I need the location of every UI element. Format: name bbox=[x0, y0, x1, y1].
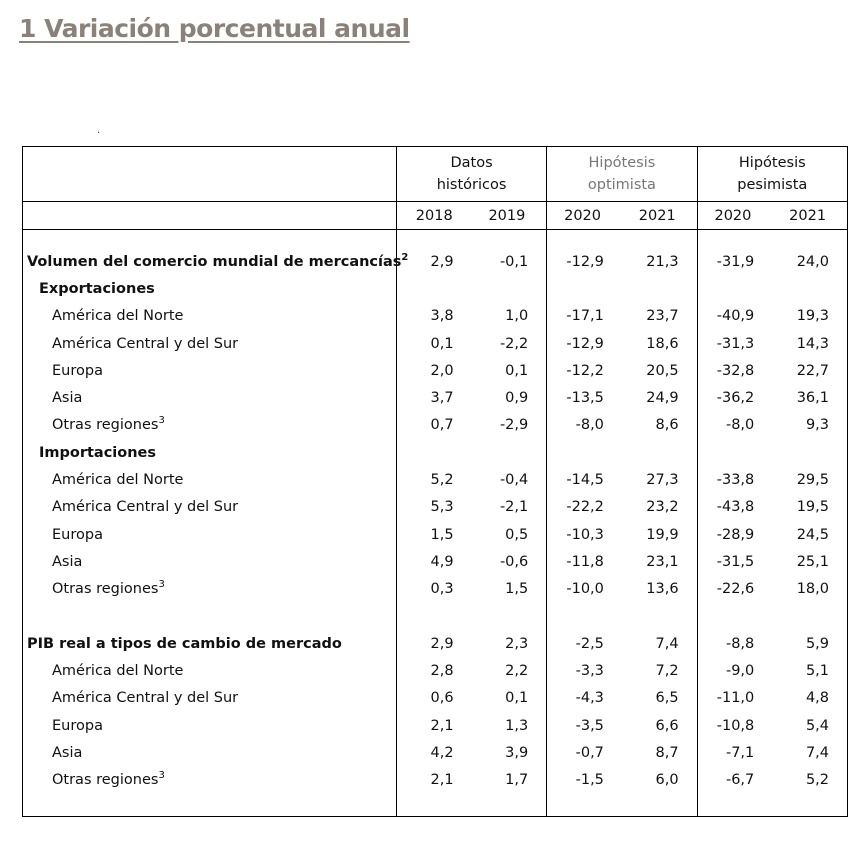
cell-value: -6,7 bbox=[697, 767, 772, 794]
cell-value bbox=[472, 439, 547, 466]
cell-value: 0,3 bbox=[396, 576, 471, 603]
cell-value: -0,1 bbox=[499, 253, 529, 270]
table-row bbox=[23, 712, 848, 739]
cell-value: -12,9 bbox=[547, 248, 622, 275]
cell-value: -9,0 bbox=[697, 657, 772, 684]
cell-value: -8,8 bbox=[697, 630, 772, 657]
table-row bbox=[23, 412, 848, 439]
row-label-text: América Central y del Sur bbox=[52, 499, 239, 516]
cell-value: 23,1 bbox=[646, 553, 679, 570]
cell-value: -43,8 bbox=[697, 494, 772, 521]
cell-value: -8,0 bbox=[547, 412, 622, 439]
cell-value: 3,7 bbox=[396, 384, 471, 411]
row-label-text: Importaciones bbox=[39, 444, 157, 461]
table-row bbox=[23, 494, 848, 521]
cell-value: 27,3 bbox=[646, 472, 679, 489]
cell-value: 3,8 bbox=[396, 303, 471, 330]
row-label-text: América Central y del Sur bbox=[52, 690, 239, 707]
cell-value: -10,0 bbox=[547, 576, 622, 603]
cell-value: 23,7 bbox=[646, 308, 679, 325]
cell-value: 4,8 bbox=[805, 690, 829, 707]
row-label bbox=[23, 275, 397, 302]
cell-value: 2,9 bbox=[396, 630, 471, 657]
cell-value bbox=[772, 439, 847, 466]
group-header-line1: Hipótesis bbox=[738, 155, 806, 171]
cell-value: 0,7 bbox=[396, 412, 471, 439]
cell-value: -22,6 bbox=[697, 576, 772, 603]
table-row bbox=[23, 303, 848, 330]
row-label bbox=[23, 685, 397, 712]
row-label bbox=[23, 548, 397, 575]
cell-value: -17,1 bbox=[547, 303, 622, 330]
cell-value: -10,3 bbox=[547, 521, 622, 548]
cell-value: 9,3 bbox=[805, 417, 829, 434]
cell-value bbox=[472, 603, 547, 630]
year-header: 2021 bbox=[772, 202, 847, 230]
row-label-text: Exportaciones bbox=[39, 280, 155, 297]
cell-value: 7,4 bbox=[805, 744, 829, 761]
cell-value bbox=[622, 439, 697, 466]
cell-value: 5,9 bbox=[805, 635, 829, 652]
cell-value: -31,3 bbox=[697, 330, 772, 357]
cell-value: 19,9 bbox=[646, 526, 679, 543]
cell-value: 5,1 bbox=[805, 663, 829, 680]
cell-value: 0,1 bbox=[396, 330, 471, 357]
row-label-text: Otras regiones bbox=[52, 581, 159, 598]
table-row bbox=[23, 548, 848, 575]
group-header-row bbox=[23, 147, 848, 202]
cell-value bbox=[547, 439, 622, 466]
cell-value: -4,3 bbox=[547, 685, 622, 712]
cell-value: -2,1 bbox=[499, 499, 529, 516]
cell-value: 3,9 bbox=[505, 744, 529, 761]
cell-value: 4,2 bbox=[396, 739, 471, 766]
cell-value: 18,6 bbox=[646, 335, 679, 352]
cell-value: 5,4 bbox=[805, 717, 829, 734]
table-row bbox=[23, 576, 848, 603]
cell-value: 2,1 bbox=[396, 767, 471, 794]
table-row bbox=[23, 275, 848, 302]
row-label bbox=[23, 303, 397, 330]
row-label-text: Asia bbox=[52, 744, 83, 761]
row-label bbox=[23, 494, 397, 521]
table-row bbox=[23, 384, 848, 411]
row-label-text: América Central y del Sur bbox=[52, 335, 239, 352]
cell-value: 2,3 bbox=[505, 635, 529, 652]
row-label-text: Europa bbox=[52, 717, 103, 734]
cell-value: -32,8 bbox=[697, 357, 772, 384]
cell-value: -11,8 bbox=[547, 548, 622, 575]
spacer-row bbox=[23, 794, 848, 817]
cell-value: 24,9 bbox=[646, 390, 679, 407]
cell-value: -2,9 bbox=[499, 417, 529, 434]
group-header-line1: Datos bbox=[450, 155, 493, 171]
cell-value: 21,3 bbox=[646, 253, 679, 270]
table-row bbox=[23, 248, 848, 275]
spacer-row bbox=[23, 230, 848, 249]
cell-value: 19,5 bbox=[796, 499, 829, 516]
footnote-marker: 3 bbox=[158, 770, 165, 782]
cell-value: 0,9 bbox=[505, 390, 529, 407]
cell-value bbox=[396, 275, 471, 302]
row-label-text: América del Norte bbox=[52, 308, 184, 325]
cell-value: 7,4 bbox=[655, 635, 679, 652]
cell-value: 8,6 bbox=[655, 417, 679, 434]
data-table bbox=[22, 146, 848, 817]
cell-value: 1,7 bbox=[505, 772, 529, 789]
cell-value: 2,1 bbox=[396, 712, 471, 739]
cell-value: 0,1 bbox=[505, 690, 529, 707]
group-header-line2: pesimista bbox=[737, 177, 808, 193]
row-label bbox=[23, 248, 409, 275]
cell-value: 8,7 bbox=[655, 744, 679, 761]
cell-value: 18,0 bbox=[796, 581, 829, 598]
footnote-marker: 3 bbox=[158, 415, 165, 427]
cell-value bbox=[396, 439, 471, 466]
cell-value: 6,5 bbox=[655, 690, 679, 707]
footnote-marker: 2 bbox=[401, 251, 409, 263]
cell-value: 0,6 bbox=[396, 685, 471, 712]
row-label bbox=[23, 466, 397, 493]
cell-value: -12,9 bbox=[547, 330, 622, 357]
table-row bbox=[23, 521, 848, 548]
cell-value: 19,3 bbox=[796, 308, 829, 325]
table-row bbox=[23, 767, 848, 794]
cell-value: -22,2 bbox=[547, 494, 622, 521]
cell-value: -0,7 bbox=[547, 739, 622, 766]
table-row bbox=[23, 657, 848, 684]
cell-value: 0,1 bbox=[505, 362, 529, 379]
cell-value: 2,0 bbox=[396, 357, 471, 384]
table-row bbox=[23, 630, 848, 657]
cell-value bbox=[622, 275, 697, 302]
cell-value: 7,2 bbox=[655, 663, 679, 680]
row-label-text: Asia bbox=[52, 553, 83, 570]
cell-value bbox=[547, 275, 622, 302]
stray-mark: · bbox=[97, 128, 101, 139]
cell-value: 22,7 bbox=[796, 362, 829, 379]
cell-value bbox=[697, 275, 772, 302]
table-body bbox=[23, 230, 848, 817]
spacer-row bbox=[23, 603, 848, 630]
cell-value: -14,5 bbox=[547, 466, 622, 493]
cell-value: -10,8 bbox=[697, 712, 772, 739]
row-label bbox=[23, 657, 397, 684]
cell-value: -2,2 bbox=[499, 335, 529, 352]
row-label bbox=[23, 330, 397, 357]
data-table-container bbox=[22, 146, 848, 836]
cell-value: -13,5 bbox=[547, 384, 622, 411]
cell-value: -40,9 bbox=[697, 303, 772, 330]
row-label-text: Europa bbox=[52, 526, 103, 543]
row-label bbox=[23, 712, 397, 739]
cell-value bbox=[772, 275, 847, 302]
cell-value: 1,5 bbox=[505, 581, 529, 598]
table-row bbox=[23, 330, 848, 357]
group-header-optimista bbox=[547, 147, 697, 202]
row-label-text: Asia bbox=[52, 390, 83, 407]
cell-value: -31,5 bbox=[697, 548, 772, 575]
row-label bbox=[23, 357, 397, 384]
row-label bbox=[23, 603, 397, 630]
cell-value: -0,4 bbox=[499, 472, 529, 489]
cell-value: -33,8 bbox=[697, 466, 772, 493]
cell-value: -7,1 bbox=[697, 739, 772, 766]
row-label bbox=[23, 439, 397, 466]
cell-value: 2,8 bbox=[396, 657, 471, 684]
header-blank bbox=[23, 202, 397, 230]
cell-value: -28,9 bbox=[697, 521, 772, 548]
year-header: 2018 bbox=[396, 202, 471, 230]
cell-value: 24,5 bbox=[796, 526, 829, 543]
row-label bbox=[23, 521, 397, 548]
cell-value: -12,2 bbox=[547, 357, 622, 384]
cell-value bbox=[772, 603, 847, 630]
cell-value: 5,2 bbox=[396, 466, 471, 493]
group-header-historicos bbox=[396, 147, 546, 202]
year-header: 2021 bbox=[622, 202, 697, 230]
group-header-line2: optimista bbox=[587, 177, 656, 193]
year-header: 2019 bbox=[472, 202, 547, 230]
row-label bbox=[23, 576, 397, 603]
row-label bbox=[23, 630, 397, 657]
table-row bbox=[23, 439, 848, 466]
row-label-text: PIB real a tipos de cambio de mercado bbox=[27, 635, 342, 652]
cell-value bbox=[697, 603, 772, 630]
cell-value bbox=[472, 275, 547, 302]
table-row bbox=[23, 466, 848, 493]
cell-value: 24,0 bbox=[796, 253, 829, 270]
year-header-row bbox=[23, 202, 848, 230]
table-row bbox=[23, 685, 848, 712]
cell-value: 1,0 bbox=[505, 308, 529, 325]
table-row bbox=[23, 357, 848, 384]
cell-value: -3,5 bbox=[547, 712, 622, 739]
cell-value: 23,2 bbox=[646, 499, 679, 516]
row-label bbox=[23, 739, 397, 766]
cell-value: -1,5 bbox=[547, 767, 622, 794]
cell-value: -31,9 bbox=[697, 248, 772, 275]
cell-value: 5,3 bbox=[396, 494, 471, 521]
cell-value: 36,1 bbox=[796, 390, 829, 407]
cell-value: 1,3 bbox=[505, 717, 529, 734]
cell-value: -11,0 bbox=[697, 685, 772, 712]
row-label bbox=[23, 384, 397, 411]
cell-value: -36,2 bbox=[697, 384, 772, 411]
cell-value: 2,2 bbox=[505, 663, 529, 680]
row-label-text: Europa bbox=[52, 362, 103, 379]
group-header-line1: Hipótesis bbox=[588, 155, 656, 171]
cell-value: -2,5 bbox=[547, 630, 622, 657]
group-header-pesimista bbox=[697, 147, 847, 202]
row-label-text: Otras regiones bbox=[52, 417, 159, 434]
year-header: 2020 bbox=[697, 202, 772, 230]
cell-value: -0,6 bbox=[499, 553, 529, 570]
cell-value bbox=[547, 603, 622, 630]
cell-value: -3,3 bbox=[547, 657, 622, 684]
cell-value: 5,2 bbox=[805, 772, 829, 789]
cell-value: 6,0 bbox=[655, 772, 679, 789]
cell-value: -8,0 bbox=[697, 412, 772, 439]
table-row bbox=[23, 739, 848, 766]
cell-value: 14,3 bbox=[796, 335, 829, 352]
row-label-text: Volumen del comercio mundial de mercancías bbox=[27, 253, 402, 270]
cell-value: 29,5 bbox=[796, 472, 829, 489]
page-title: 1 Variación porcentual anual bbox=[19, 14, 410, 43]
footnote-marker: 3 bbox=[158, 579, 165, 591]
cell-value: 20,5 bbox=[646, 362, 679, 379]
row-label-text: América del Norte bbox=[52, 663, 184, 680]
cell-value bbox=[697, 439, 772, 466]
cell-value: 13,6 bbox=[646, 581, 679, 598]
cell-value: 4,9 bbox=[396, 548, 471, 575]
cell-value: 1,5 bbox=[396, 521, 471, 548]
header-blank bbox=[23, 147, 397, 202]
cell-value bbox=[396, 603, 471, 630]
row-label bbox=[23, 767, 397, 794]
row-label bbox=[23, 412, 397, 439]
cell-value: 2,9 bbox=[396, 248, 471, 275]
row-label-text: América del Norte bbox=[52, 472, 184, 489]
cell-value: 0,5 bbox=[505, 526, 529, 543]
group-header-line2: históricos bbox=[436, 177, 507, 193]
cell-value bbox=[622, 603, 697, 630]
year-header: 2020 bbox=[547, 202, 622, 230]
row-label-text: Otras regiones bbox=[52, 772, 159, 789]
cell-value: 6,6 bbox=[655, 717, 679, 734]
cell-value: 25,1 bbox=[796, 553, 829, 570]
